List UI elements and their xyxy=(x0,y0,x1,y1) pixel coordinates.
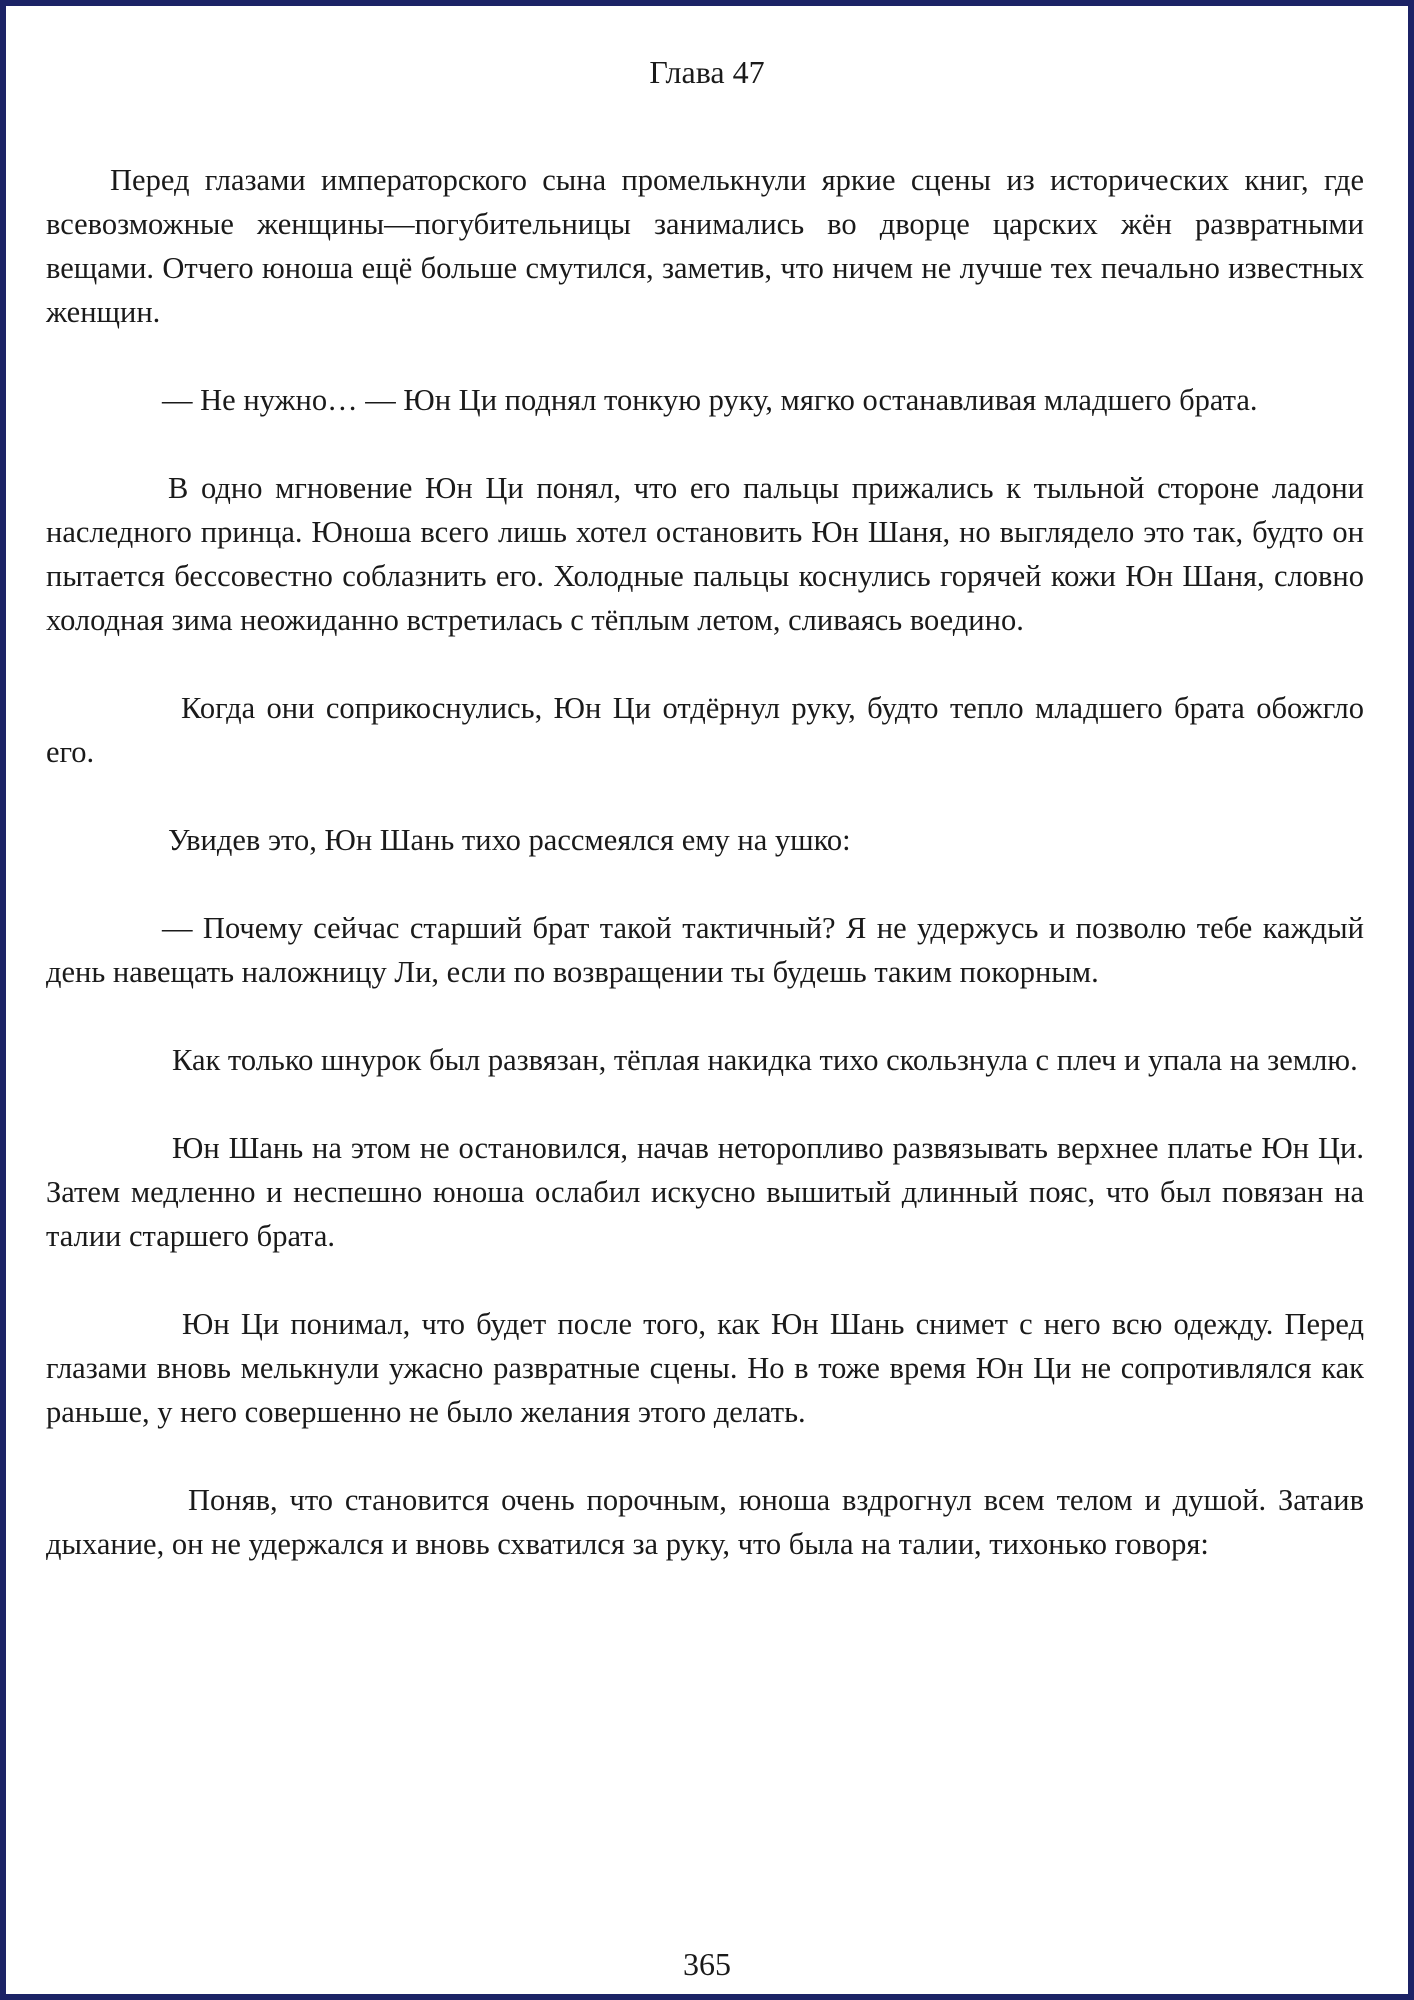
chapter-title: Глава 47 xyxy=(649,54,765,90)
paragraph: Поняв, что становится очень порочным, юноша вздрогнул всем телом и душой. Затаив дыхание, он не удержался и вновь схватился за руку, что была на талии, тихонько говоря: xyxy=(46,1483,1364,1561)
paragraph: Как только шнурок был развязан, тёплая накидка тихо скользнула с плеч и упала на землю. xyxy=(172,1043,1358,1077)
paragraph: В одно мгновение Юн Ци понял, что его пальцы прижались к тыльной стороне ладони наследного принца. Юноша всего лишь хотел остановить Юн Шаня, но выглядело это так, будто он пытается бессовестно соблазнить его. Холодные пальцы коснулись горячей кожи Юн Шаня, словно холодная зима неожиданно встретилась с тёплым летом, сливаясь воедино. xyxy=(46,471,1364,637)
body-text xyxy=(46,158,1364,1610)
paragraph: Когда они соприкоснулись, Юн Ци отдёрнул руку, будто тепло младшего брата обожгло его. xyxy=(46,691,1364,769)
page-number: 365 xyxy=(683,1946,731,1982)
paragraph: — Почему сейчас старший брат такой тактичный? Я не удержусь и позволю тебе каждый день навещать наложницу Ли, если по возвращении ты будешь таким покорным. xyxy=(46,911,1364,989)
paragraph: — Не нужно… — Юн Ци поднял тонкую руку, мягко останавливая младшего брата. xyxy=(162,383,1258,417)
paragraph: Юн Шань на этом не остановился, начав неторопливо развязывать верхнее платье Юн Ци. Затем медленно и неспешно юноша ослабил искусно вышитый длинный пояс, что был повязан на талии старшего брата. xyxy=(46,1131,1364,1253)
paragraph: Перед глазами императорского сына промелькнули яркие сцены из исторических книг, где всевозможные женщины—погубительницы занимались во дворце царских жён развратными вещами. Отчего юноша ещё больше смутился, заметив, что ничем не лучше тех печально известных женщин. xyxy=(46,163,1364,329)
paragraph: Увидев это, Юн Шань тихо рассмеялся ему на ушко: xyxy=(168,823,851,857)
paragraph: Юн Ци понимал, что будет после того, как Юн Шань снимет с него всю одежду. Перед глазами вновь мелькнули ужасно развратные сцены. Но в тоже время Юн Ци не сопротивлялся как раньше, у него совершенно не было желания этого делать. xyxy=(46,1307,1364,1429)
